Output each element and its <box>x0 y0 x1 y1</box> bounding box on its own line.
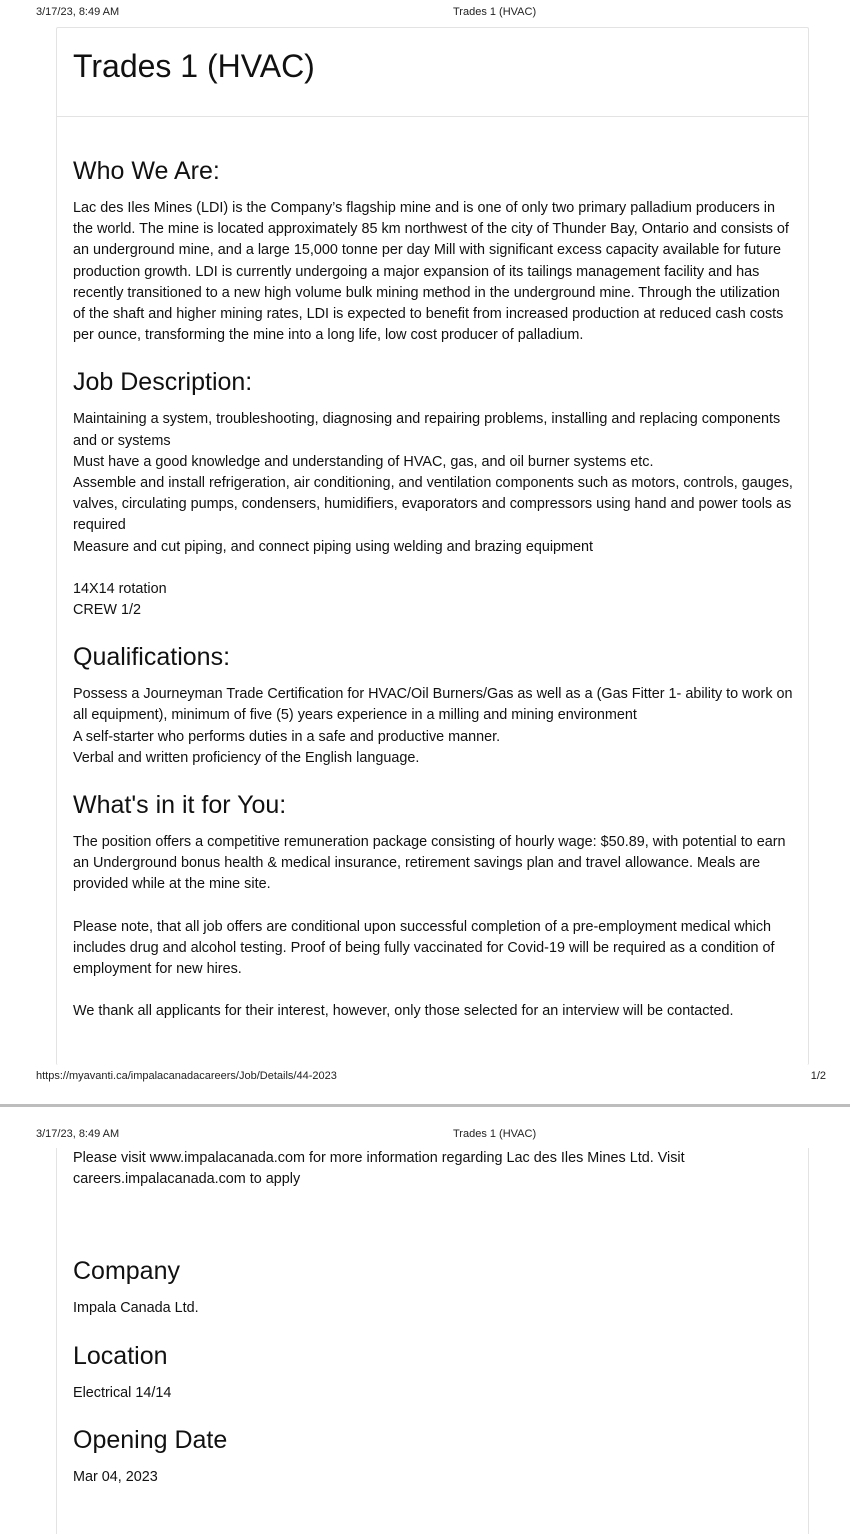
print-header <box>0 1128 850 1146</box>
job-card-continued <box>56 1148 809 1534</box>
job-body-continued <box>73 1148 795 1488</box>
qualification-line: A self-starter who performs duties in a safe and productive manner. <box>73 728 501 745</box>
location-section <box>73 1341 795 1404</box>
crew-text: CREW 1/2 <box>73 602 141 619</box>
opening-date-heading: Opening Date <box>73 1425 228 1454</box>
company-value: Impala Canada Ltd. <box>73 1300 199 1317</box>
job-title: Trades 1 (HVAC) <box>73 48 315 84</box>
qualifications-heading: Qualifications: <box>73 643 231 672</box>
qualification-line: Possess a Journeyman Trade Certification for HVAC/Oil Burners/Gas as well as a (Gas Fitter 1- ability to work on all equipment), minimum of five (5) years experience in a milling and mining environment <box>73 686 793 724</box>
whats-in-it-section <box>73 790 795 1022</box>
print-footer <box>0 1070 850 1088</box>
who-we-are-section <box>73 156 795 346</box>
qualification-line: Verbal and written proficiency of the English language. <box>73 749 420 766</box>
who-we-are-heading: Who We Are: <box>73 157 220 185</box>
job-description-line: Maintaining a system, troubleshooting, diagnosing and repairing problems, installing and replacing components and or systems <box>73 411 781 449</box>
job-description-line: Measure and cut piping, and connect piping using welding and brazing equipment <box>73 538 594 555</box>
page-separator <box>0 1104 850 1107</box>
rotation-text: 14X14 rotation <box>73 580 167 597</box>
job-description-line: Assemble and install refrigeration, air conditioning, and ventilation components such as motors, controls, gauges, valves, circulating pumps, condensers, humidifiers, evaporators and compressors using hand and power tools as required <box>73 475 793 534</box>
whats-in-it-heading: What's in it for You: <box>73 791 287 820</box>
job-description-heading: Job Description: <box>73 368 253 397</box>
print-header <box>0 6 850 24</box>
visit-paragraph: Please visit www.impalacanada.com for more information regarding Lac des Iles Mines Ltd. Visit careers.impalacanada.com to apply <box>73 1150 685 1188</box>
location-heading: Location <box>73 1341 168 1370</box>
qualifications-section <box>73 642 795 769</box>
opening-date-section <box>73 1425 795 1488</box>
location-value: Electrical 14/14 <box>73 1384 172 1401</box>
job-title-bar <box>57 28 808 117</box>
job-body <box>73 156 795 1022</box>
print-datetime: 3/17/23, 8:49 AM <box>36 1128 120 1140</box>
company-heading: Company <box>73 1257 180 1286</box>
job-card <box>56 27 809 1065</box>
thanks-paragraph: We thank all applicants for their interest, however, only those selected for an interview will be contacted. <box>73 1003 734 1020</box>
print-page-number: 1/2 <box>810 1070 826 1082</box>
print-title: Trades 1 (HVAC) <box>453 1128 537 1140</box>
print-title: Trades 1 (HVAC) <box>453 6 537 18</box>
company-section <box>73 1256 795 1319</box>
opening-date-value: Mar 04, 2023 <box>73 1468 158 1485</box>
job-description-line: Must have a good knowledge and understanding of HVAC, gas, and oil burner systems etc. <box>73 453 654 470</box>
job-description-section <box>73 367 795 621</box>
who-we-are-text: Lac des Iles Mines (LDI) is the Company’s flagship mine and is one of only two primary palladium producers in the world. The mine is located approximately 85 km northwest of the city of Thunder Bay, Ontario and consists of an underground mine, and a large 15,000 tonne per day Mill with significant excess capacity available for future production growth. LDI is currently undergoing a major expansion of its tailings management facility and has recently transitioned to a new high volume bulk mining method in the underground mine. Through the utilization of the shaft and higher mining rates, LDI is expected to benefit from increased production at reduced cash costs per ounce, transforming the mine into a long life, low cost producer of palladium. <box>73 200 789 344</box>
conditions-paragraph: Please note, that all job offers are conditional upon successful completion of a pre-employment medical which includes drug and alcohol testing. Proof of being fully vaccinated for Covid-19 will be required as a condition of employment for new hires. <box>73 918 775 978</box>
benefits-paragraph: The position offers a competitive remuneration package consisting of hourly wage: $50.89, with potential to earn an Underground bonus health & medical insurance, retirement savings plan and travel allowance. Meals are provided while at the mine site. <box>73 834 786 893</box>
print-url: https://myavanti.ca/impalacanadacareers/Job/Details/44-2023 <box>36 1070 337 1082</box>
print-datetime: 3/17/23, 8:49 AM <box>36 6 120 18</box>
